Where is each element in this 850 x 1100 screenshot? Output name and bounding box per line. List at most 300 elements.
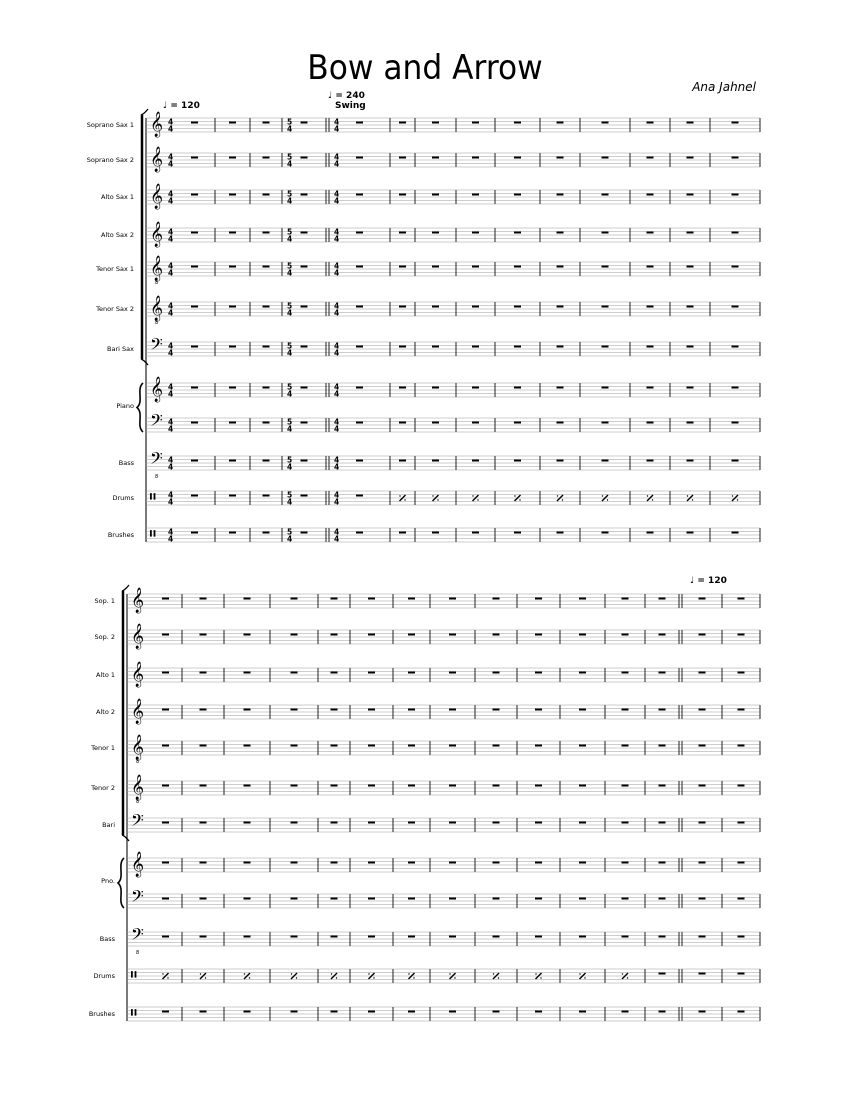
whole-rest [263, 460, 270, 462]
whole-rest [732, 460, 739, 462]
whole-rest [647, 194, 654, 196]
whole-rest [263, 495, 270, 497]
svg-text:4: 4 [168, 159, 174, 169]
whole-rest [557, 346, 564, 348]
whole-rest [687, 346, 694, 348]
whole-rest [229, 460, 236, 462]
staff-tenor-1 [127, 734, 760, 765]
whole-rest [408, 936, 415, 938]
whole-rest [579, 634, 586, 636]
time-signature: 5 [287, 152, 293, 162]
whole-rest [557, 266, 564, 268]
whole-rest [687, 194, 694, 196]
whole-rest [738, 1011, 745, 1013]
whole-rest [263, 306, 270, 308]
instrument-label: Piano [116, 402, 134, 410]
tempo-value: ♩ = 120 [163, 101, 200, 111]
whole-rest [472, 122, 479, 124]
whole-rest [622, 936, 629, 938]
svg-text:8: 8 [155, 280, 159, 286]
whole-rest [408, 745, 415, 747]
time-signature: 4 [334, 527, 340, 537]
svg-text:4: 4 [334, 389, 340, 399]
time-signature: 4 [334, 417, 340, 427]
whole-rest [699, 822, 706, 824]
whole-rest [732, 122, 739, 124]
whole-rest [200, 672, 207, 674]
whole-rest [449, 745, 456, 747]
whole-rest [535, 1011, 542, 1013]
system-2 [118, 585, 760, 1024]
perc-clef-icon: 𝄥 [131, 965, 137, 986]
instrument-label: Alto 1 [96, 671, 115, 679]
whole-rest [622, 745, 629, 747]
whole-rest [408, 822, 415, 824]
whole-rest [647, 422, 654, 424]
whole-rest [449, 1011, 456, 1013]
whole-rest [579, 785, 586, 787]
time-signature: 4 [334, 152, 340, 162]
whole-rest [356, 306, 363, 308]
whole-rest [191, 460, 198, 462]
whole-rest [732, 346, 739, 348]
whole-rest [449, 936, 456, 938]
treble-clef-icon: 𝄞 [131, 852, 145, 877]
whole-rest [647, 157, 654, 159]
time-signature: 4 [168, 341, 174, 351]
bass-clef-icon: 𝄢 [131, 924, 144, 948]
whole-rest [162, 822, 169, 824]
whole-rest [162, 862, 169, 864]
svg-text:4: 4 [168, 348, 174, 358]
svg-text:4: 4 [168, 234, 174, 244]
whole-rest [514, 306, 521, 308]
instrument-label: Soprano Sax 1 [86, 121, 134, 129]
whole-rest [331, 785, 338, 787]
staff-brushes [127, 1003, 760, 1024]
whole-rest [399, 194, 406, 196]
whole-rest [647, 387, 654, 389]
whole-rest [399, 122, 406, 124]
perc-clef-icon: 𝄥 [131, 1003, 137, 1024]
whole-rest [687, 422, 694, 424]
whole-rest [244, 709, 251, 711]
whole-rest [659, 1011, 666, 1013]
whole-rest [449, 822, 456, 824]
whole-rest [301, 232, 308, 234]
svg-text:4: 4 [168, 497, 174, 507]
instrument-label: Bass [118, 459, 134, 467]
whole-rest [535, 785, 542, 787]
whole-rest [244, 822, 251, 824]
whole-rest [244, 598, 251, 600]
svg-text:4: 4 [168, 424, 174, 434]
whole-rest [622, 1011, 629, 1013]
whole-rest [472, 157, 479, 159]
whole-rest [432, 460, 439, 462]
composer-name: Ana Jahnel [692, 80, 756, 94]
treble-clef-icon: 𝄞 [131, 624, 145, 649]
whole-rest [291, 785, 298, 787]
whole-rest [244, 672, 251, 674]
svg-text:4: 4 [287, 159, 293, 169]
svg-text:4: 4 [168, 308, 174, 318]
whole-rest [449, 672, 456, 674]
whole-rest [263, 422, 270, 424]
whole-rest [432, 346, 439, 348]
staff-alto-2 [127, 698, 760, 724]
whole-rest [368, 1011, 375, 1013]
whole-rest [687, 232, 694, 234]
treble-clef-icon: 𝄞 [131, 699, 145, 724]
instrument-label: Drums [93, 972, 115, 980]
whole-rest [659, 598, 666, 600]
whole-rest [579, 936, 586, 938]
whole-rest [472, 232, 479, 234]
whole-rest [659, 785, 666, 787]
whole-rest [229, 266, 236, 268]
whole-rest [432, 532, 439, 534]
whole-rest [732, 266, 739, 268]
staff-bass [127, 924, 760, 956]
staff-pno- [127, 851, 760, 877]
whole-rest [200, 936, 207, 938]
bass-clef-icon: 𝄢 [131, 810, 144, 834]
staff-alto-sax-2 [146, 221, 760, 247]
whole-rest [622, 822, 629, 824]
instrument-label: Alto Sax 1 [100, 193, 134, 201]
whole-rest [493, 709, 500, 711]
instrument-label: Alto Sax 2 [100, 231, 134, 239]
whole-rest [399, 460, 406, 462]
time-signature: 4 [334, 490, 340, 500]
whole-rest [200, 598, 207, 600]
whole-rest [263, 266, 270, 268]
whole-rest [514, 232, 521, 234]
treble-clef-icon: 𝄞 [131, 588, 145, 613]
whole-rest [732, 194, 739, 196]
whole-rest [356, 266, 363, 268]
whole-rest [579, 745, 586, 747]
whole-rest [622, 598, 629, 600]
whole-rest [535, 745, 542, 747]
whole-rest [687, 122, 694, 124]
whole-rest [399, 422, 406, 424]
whole-rest [408, 862, 415, 864]
whole-rest [229, 495, 236, 497]
whole-rest [356, 194, 363, 196]
time-signature: 4 [168, 189, 174, 199]
whole-rest [301, 266, 308, 268]
time-signature: 5 [287, 301, 293, 311]
treble-clef-icon: 𝄞 [150, 377, 164, 402]
whole-rest [699, 672, 706, 674]
svg-text:8: 8 [136, 799, 140, 805]
whole-rest [535, 862, 542, 864]
whole-rest [514, 122, 521, 124]
whole-rest [514, 346, 521, 348]
whole-rest [291, 709, 298, 711]
tempo-style: Swing [335, 101, 366, 111]
whole-rest [162, 634, 169, 636]
whole-rest [659, 822, 666, 824]
whole-rest [432, 194, 439, 196]
time-signature: 5 [287, 189, 293, 199]
whole-rest [514, 422, 521, 424]
whole-rest [399, 346, 406, 348]
svg-text:8: 8 [136, 950, 140, 956]
whole-rest [291, 1011, 298, 1013]
whole-rest [356, 495, 363, 497]
whole-rest [699, 745, 706, 747]
time-signature: 4 [168, 417, 174, 427]
svg-text:4: 4 [334, 234, 340, 244]
whole-rest [699, 898, 706, 900]
whole-rest [331, 634, 338, 636]
whole-rest [622, 672, 629, 674]
whole-rest [622, 709, 629, 711]
whole-rest [291, 598, 298, 600]
time-signature: 4 [168, 227, 174, 237]
whole-rest [263, 194, 270, 196]
whole-rest [738, 598, 745, 600]
whole-rest [647, 306, 654, 308]
time-signature: 4 [168, 117, 174, 127]
whole-rest [472, 194, 479, 196]
whole-rest [200, 709, 207, 711]
whole-rest [687, 532, 694, 534]
whole-rest [449, 862, 456, 864]
whole-rest [244, 936, 251, 938]
whole-rest [579, 862, 586, 864]
svg-text:4: 4 [168, 389, 174, 399]
whole-rest [291, 672, 298, 674]
whole-rest [356, 422, 363, 424]
piano-brace-icon [137, 383, 143, 432]
whole-rest [291, 822, 298, 824]
time-signature: 5 [287, 341, 293, 351]
svg-text:4: 4 [168, 534, 174, 544]
whole-rest [493, 785, 500, 787]
whole-rest [229, 346, 236, 348]
whole-rest [399, 232, 406, 234]
time-signature: 4 [168, 382, 174, 392]
whole-rest [659, 898, 666, 900]
time-signature: 4 [334, 455, 340, 465]
staff-bari-sax [146, 334, 760, 358]
treble-clef-icon: 𝄞 [150, 184, 164, 209]
whole-rest [229, 122, 236, 124]
instrument-label: Pno. [101, 877, 115, 885]
whole-rest [191, 422, 198, 424]
whole-rest [659, 862, 666, 864]
instrument-label: Alto 2 [96, 708, 115, 716]
staff-soprano-sax-1 [146, 111, 760, 137]
whole-rest [432, 387, 439, 389]
whole-rest [557, 194, 564, 196]
instrument-label: Bari Sax [107, 345, 134, 353]
whole-rest [514, 266, 521, 268]
whole-rest [229, 387, 236, 389]
whole-rest [493, 634, 500, 636]
whole-rest [622, 898, 629, 900]
whole-rest [191, 532, 198, 534]
time-signature: 5 [287, 261, 293, 271]
treble-clef-icon: 𝄞 [131, 662, 145, 687]
whole-rest [301, 532, 308, 534]
score-title: Bow and Arrow [307, 48, 543, 88]
whole-rest [493, 1011, 500, 1013]
whole-rest [368, 862, 375, 864]
whole-rest [191, 157, 198, 159]
whole-rest [602, 232, 609, 234]
whole-rest [659, 634, 666, 636]
instrument-label: Tenor Sax 1 [96, 265, 134, 273]
whole-rest [687, 157, 694, 159]
whole-rest [368, 898, 375, 900]
whole-rest [535, 936, 542, 938]
whole-rest [602, 346, 609, 348]
staff-brushes [146, 524, 760, 545]
time-signature: 5 [287, 417, 293, 427]
instrument-label: Sop. 2 [94, 633, 115, 641]
whole-rest [557, 387, 564, 389]
staff-bari [127, 810, 760, 834]
whole-rest [162, 898, 169, 900]
whole-rest [432, 306, 439, 308]
whole-rest [738, 672, 745, 674]
whole-rest [432, 266, 439, 268]
whole-rest [493, 936, 500, 938]
whole-rest [191, 495, 198, 497]
treble-clef-icon: 𝄞 [150, 296, 164, 321]
whole-rest [331, 936, 338, 938]
staff-piano-lower [146, 410, 760, 434]
whole-rest [699, 598, 706, 600]
time-signature: 4 [334, 189, 340, 199]
svg-text:4: 4 [334, 159, 340, 169]
whole-rest [472, 266, 479, 268]
whole-rest [399, 306, 406, 308]
whole-rest [659, 936, 666, 938]
whole-rest [408, 634, 415, 636]
whole-rest [229, 532, 236, 534]
whole-rest [535, 598, 542, 600]
whole-rest [331, 898, 338, 900]
time-signature: 4 [168, 301, 174, 311]
whole-rest [399, 266, 406, 268]
whole-rest [579, 672, 586, 674]
whole-rest [368, 709, 375, 711]
whole-rest [229, 194, 236, 196]
whole-rest [291, 634, 298, 636]
whole-rest [472, 346, 479, 348]
whole-rest [732, 387, 739, 389]
whole-rest [699, 709, 706, 711]
whole-rest [493, 822, 500, 824]
whole-rest [368, 634, 375, 636]
system-1 [137, 109, 760, 545]
whole-rest [432, 157, 439, 159]
whole-rest [263, 532, 270, 534]
whole-rest [579, 898, 586, 900]
whole-rest [432, 422, 439, 424]
svg-text:8: 8 [136, 759, 140, 765]
whole-rest [493, 672, 500, 674]
whole-rest [514, 157, 521, 159]
svg-text:4: 4 [287, 124, 293, 134]
whole-rest [200, 745, 207, 747]
whole-rest [472, 460, 479, 462]
whole-rest [738, 785, 745, 787]
svg-text:4: 4 [287, 268, 293, 278]
time-signature: 4 [168, 261, 174, 271]
whole-rest [408, 672, 415, 674]
whole-rest [331, 862, 338, 864]
whole-rest [622, 862, 629, 864]
svg-text:4: 4 [334, 462, 340, 472]
time-signature: 5 [287, 227, 293, 237]
whole-rest [399, 532, 406, 534]
whole-rest [191, 232, 198, 234]
whole-rest [301, 346, 308, 348]
whole-rest [301, 194, 308, 196]
svg-text:4: 4 [287, 497, 293, 507]
whole-rest [408, 598, 415, 600]
whole-rest [738, 709, 745, 711]
whole-rest [699, 973, 706, 975]
whole-rest [408, 898, 415, 900]
whole-rest [738, 745, 745, 747]
whole-rest [557, 532, 564, 534]
whole-rest [579, 822, 586, 824]
whole-rest [738, 862, 745, 864]
whole-rest [493, 598, 500, 600]
whole-rest [647, 232, 654, 234]
whole-rest [557, 460, 564, 462]
whole-rest [535, 709, 542, 711]
whole-rest [579, 709, 586, 711]
treble-clef-icon: 𝄞 [150, 112, 164, 137]
whole-rest [200, 822, 207, 824]
whole-rest [229, 422, 236, 424]
whole-rest [699, 862, 706, 864]
svg-text:4: 4 [287, 196, 293, 206]
staff-piano [146, 376, 760, 402]
time-signature: 4 [334, 227, 340, 237]
whole-rest [493, 898, 500, 900]
svg-text:4: 4 [287, 308, 293, 318]
whole-rest [557, 122, 564, 124]
whole-rest [263, 157, 270, 159]
whole-rest [399, 387, 406, 389]
svg-text:4: 4 [168, 268, 174, 278]
whole-rest [602, 422, 609, 424]
instrument-label: Brushes [107, 531, 134, 539]
whole-rest [356, 387, 363, 389]
whole-rest [659, 672, 666, 674]
whole-rest [449, 634, 456, 636]
whole-rest [291, 936, 298, 938]
whole-rest [493, 745, 500, 747]
tempo-value: ♩ = 120 [690, 576, 727, 586]
whole-rest [162, 598, 169, 600]
instrument-label: Bari [102, 821, 115, 829]
staff-piano-lower [127, 886, 760, 910]
staff-tenor-sax-2 [146, 295, 760, 326]
whole-rest [699, 936, 706, 938]
whole-rest [368, 672, 375, 674]
